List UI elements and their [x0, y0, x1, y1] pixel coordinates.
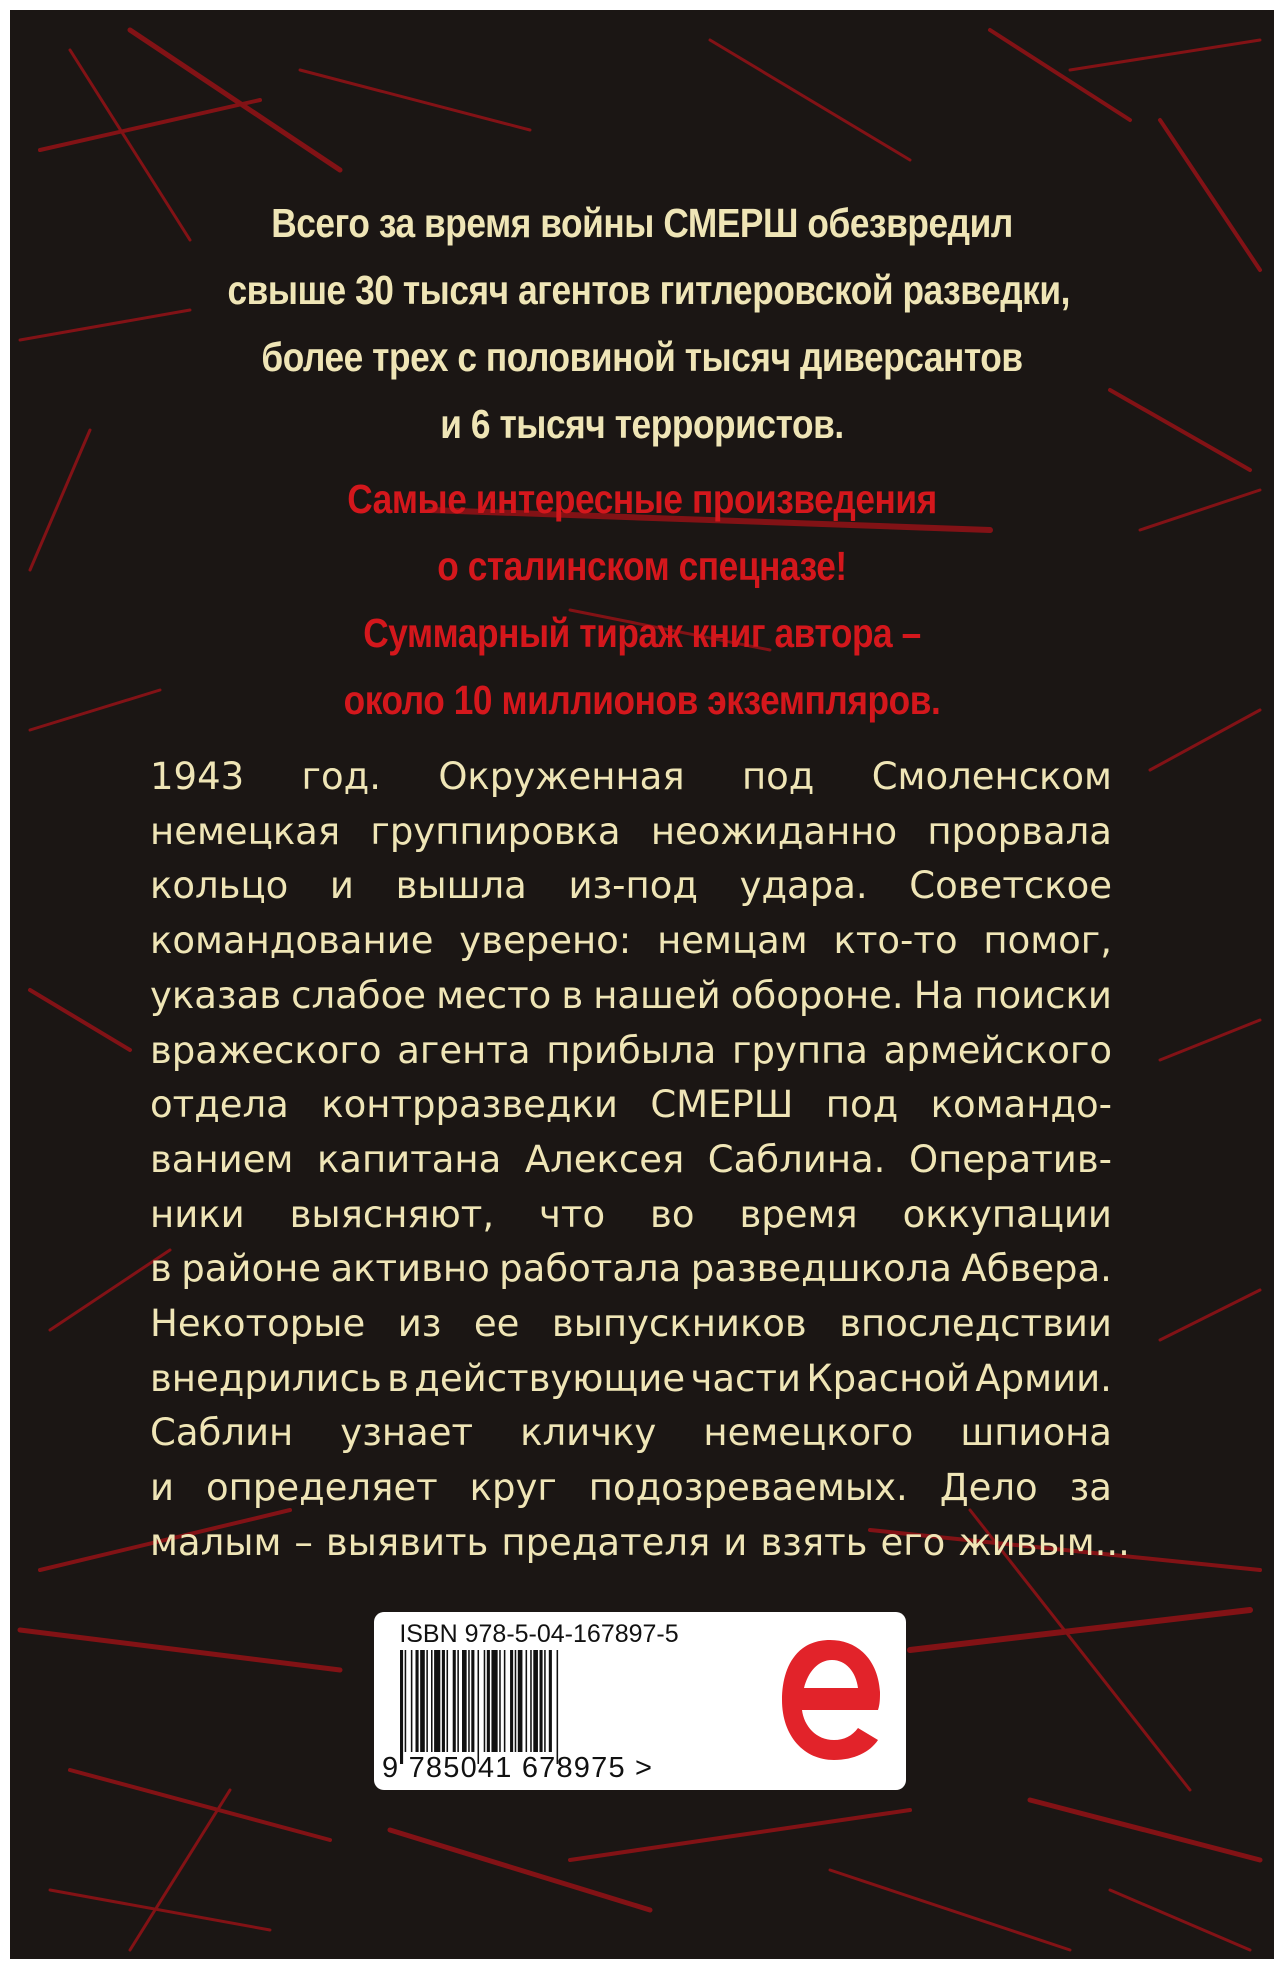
- synopsis-line: внедрились в действующие части Красной Армии.: [150, 1356, 1112, 1400]
- lead-red-line: Самые интересные произведения: [347, 476, 937, 522]
- synopsis-line: командование уверено: немцам кто-то помог,: [150, 919, 1112, 963]
- synopsis-line: вражеского агента прибыла группа армейского: [150, 1028, 1112, 1072]
- synopsis-line: немецкая группировка неожиданно прорвала: [150, 809, 1112, 853]
- synopsis-line: 1943 год. Окруженная под Смоленском: [150, 755, 1112, 798]
- barcode-bars: [400, 1650, 700, 1764]
- synopsis-line: в районе активно работала разведшкола Абвера.: [150, 1247, 1112, 1291]
- synopsis-line: отдела контрразведки СМЕРШ под командо-: [150, 1083, 1112, 1127]
- lead-paragraph-red: [227, 466, 1056, 734]
- synopsis-line: указав слабое место в нашей обороне. На поиски: [150, 973, 1112, 1017]
- isbn-number: ISBN 978-5-04-167897-5: [399, 1620, 679, 1648]
- back-cover: [10, 10, 1274, 1959]
- synopsis-line: ванием капитана Алексея Саблина. Оператив-: [150, 1137, 1112, 1181]
- synopsis-text: [150, 750, 1130, 1571]
- synopsis-line: малым – выявить предателя и взять его живым...: [150, 1520, 1130, 1564]
- lead-cream-line: и 6 тысяч террористов.: [440, 401, 844, 447]
- synopsis-line: Некоторые из ее выпускников впоследствии: [150, 1302, 1112, 1346]
- lead-cream-line: более трех с половиной тысяч диверсантов: [261, 334, 1023, 380]
- lead-red-line: Суммарный тираж книг автора –: [363, 610, 921, 656]
- lead-cream-line: Всего за время войны СМЕРШ обезвредил: [271, 200, 1013, 246]
- synopsis-line: Саблин узнает кличку немецкого шпиона: [150, 1411, 1112, 1455]
- lead-cream-line: свыше 30 тысяч агентов гитлеровской разведки,: [227, 267, 1071, 313]
- synopsis-line: кольцо и вышла из-под удара. Советское: [150, 864, 1112, 908]
- barcode-digits: 9 785041 678975 >: [382, 1752, 654, 1784]
- isbn-barcode-panel: [374, 1612, 906, 1790]
- lead-paragraph-cream: [227, 190, 1071, 458]
- lead-red-line: о сталинском спецназе!: [437, 543, 847, 589]
- eksmo-logo-icon: [774, 1630, 886, 1770]
- synopsis-line: ники выясняют, что во время оккупации: [150, 1192, 1112, 1236]
- synopsis-line: и определяет круг подозреваемых. Дело за: [150, 1466, 1112, 1510]
- lead-red-line: около 10 миллионов экземпляров.: [343, 677, 941, 723]
